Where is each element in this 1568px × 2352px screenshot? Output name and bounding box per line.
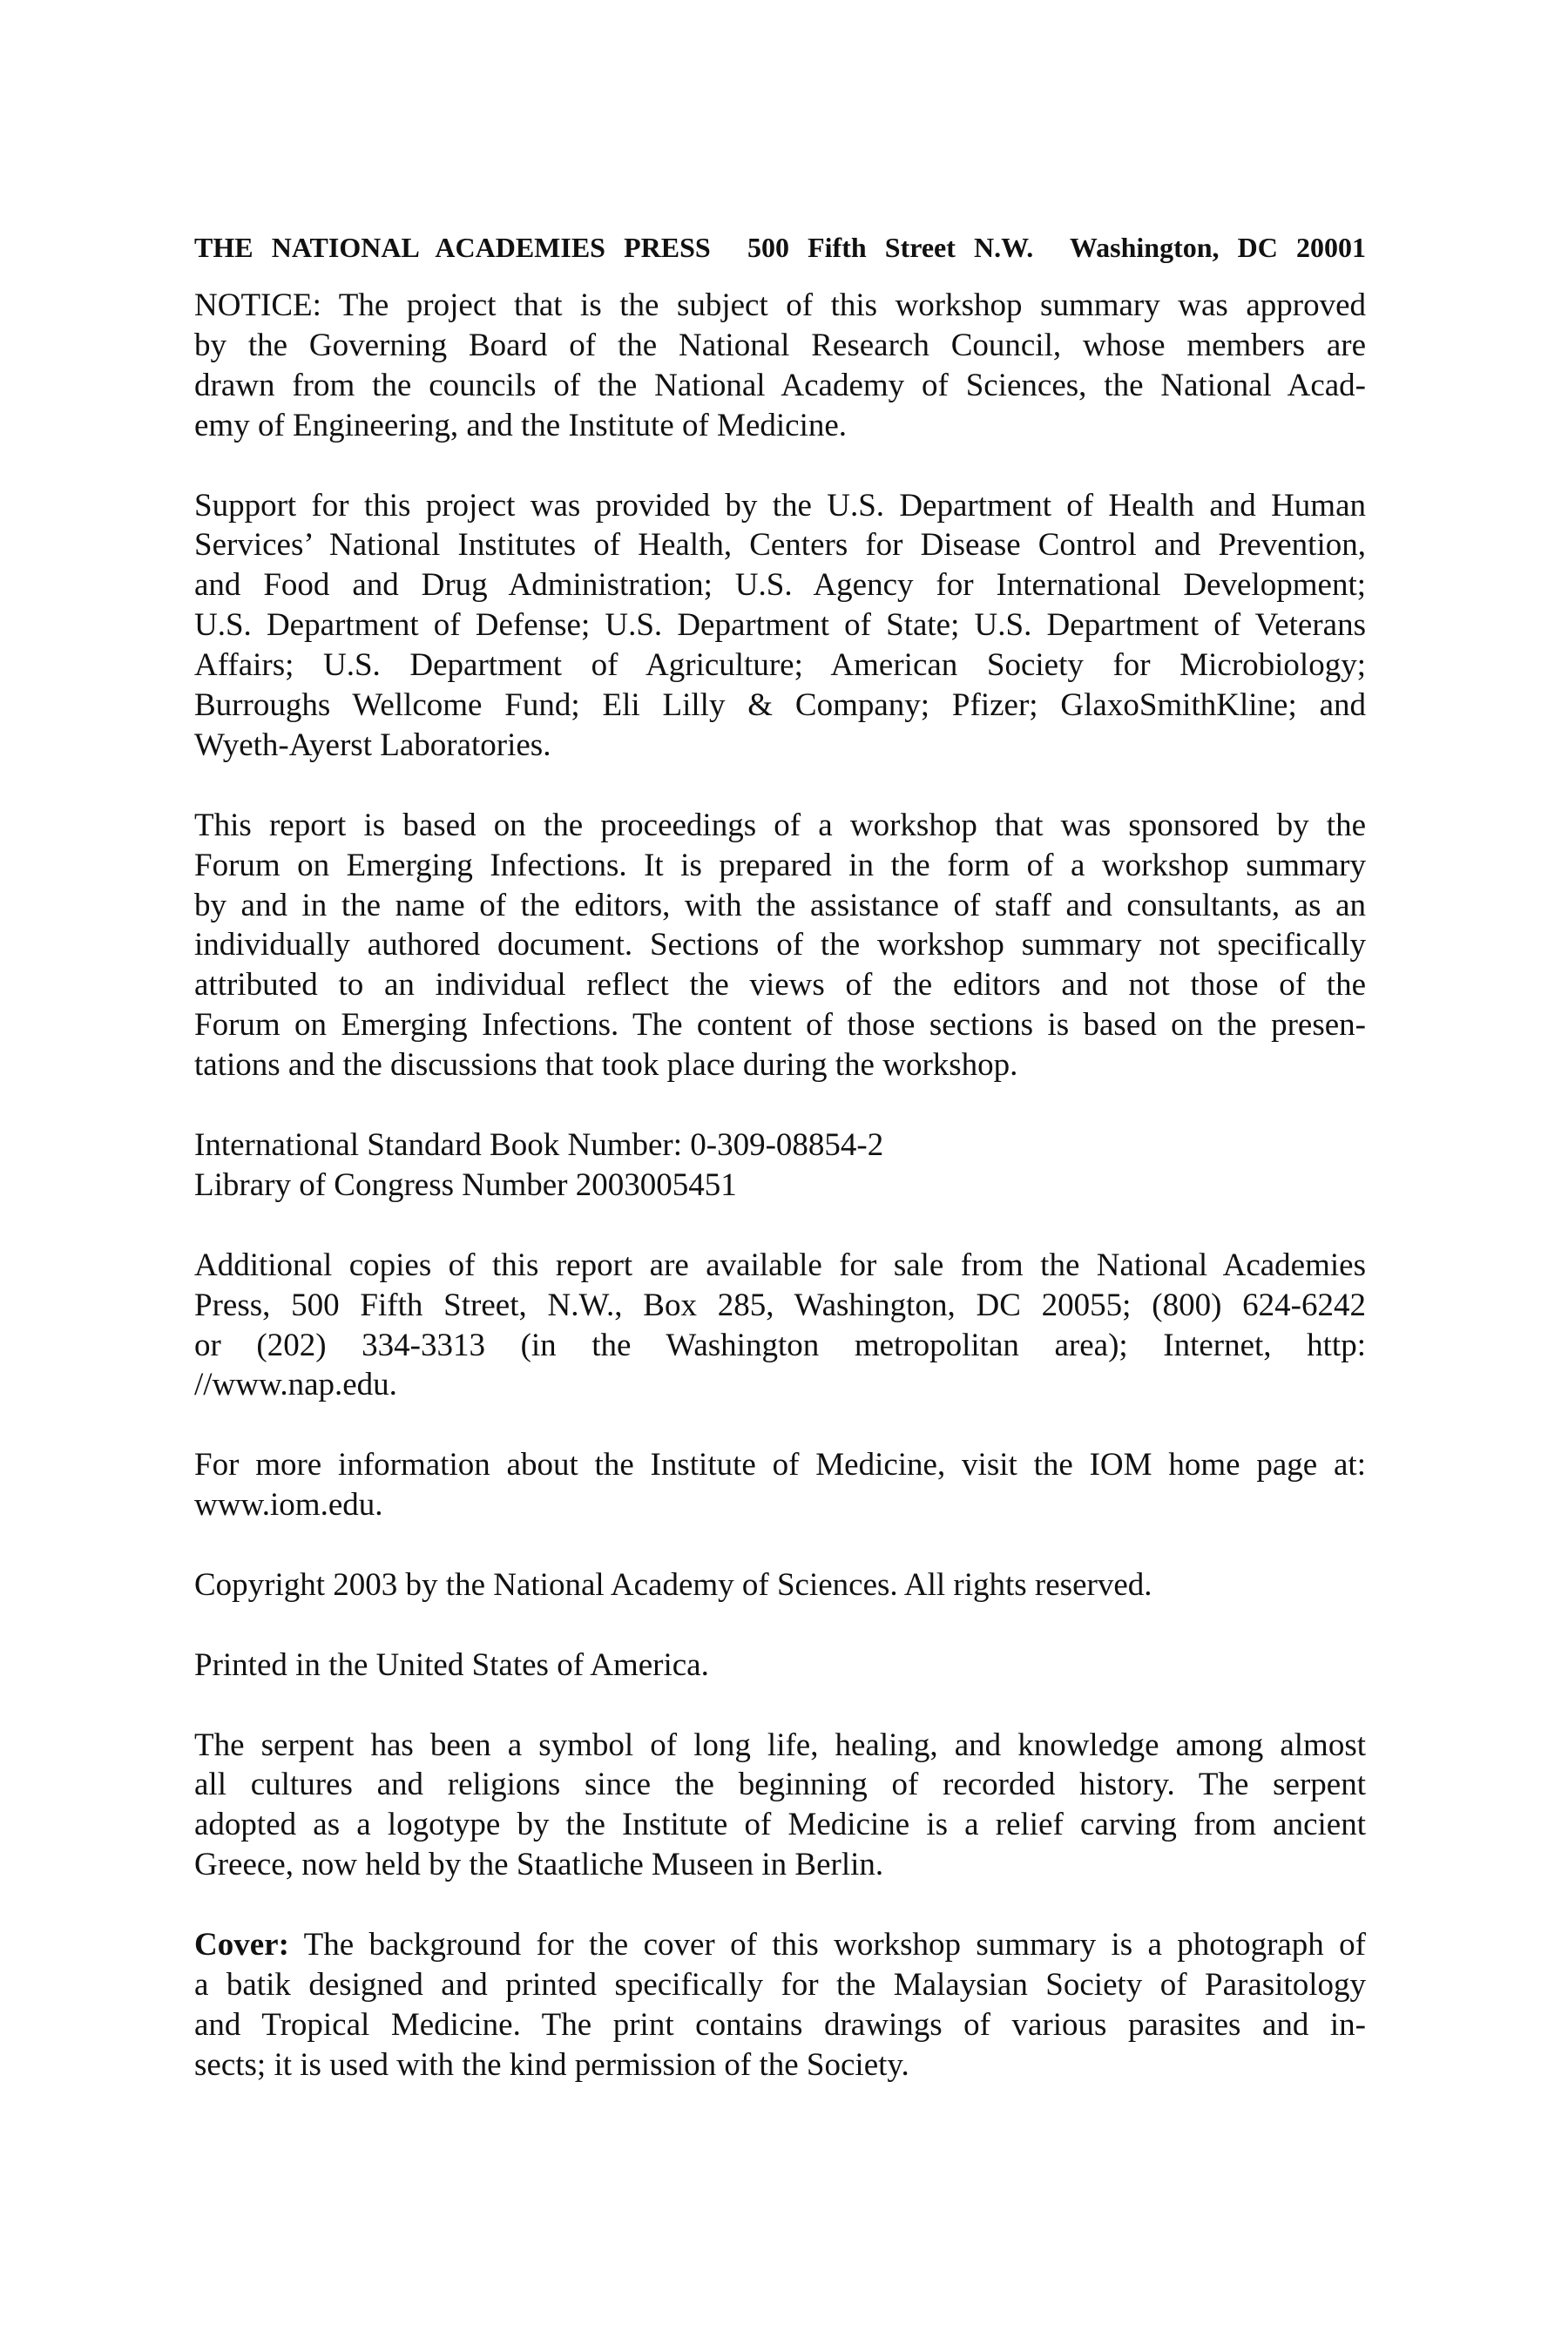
text-line: Press, 500 Fifth Street, N.W., Box 285, Washington, DC 20055; (800) 624-6242 [194,1287,1366,1323]
serpent-paragraph [194,1726,1366,1886]
text-line: Burroughs Wellcome Fund; Eli Lilly & Company; Pfizer; GlaxoSmithKline; and [194,687,1366,724]
iom-paragraph [194,1445,1366,1525]
text-line: This report is based on the proceedings of a workshop that was sponsored by the [194,807,1366,843]
text-line: Services’ National Institutes of Health, Centers for Disease Control and Prevention, [194,527,1366,564]
text-line: The serpent has been a symbol of long life, healing, and knowledge among almost [194,1727,1366,1763]
text-line: emy of Engineering, and the Institute of Medicine. [194,407,848,443]
text-line: all cultures and religions since the beginning of recorded history. The serpent [194,1767,1366,1803]
support-paragraph [194,486,1366,766]
text-line: a batik designed and printed specifically for the Malaysian Society of Parasitology [194,1966,1366,2003]
text-line: by and in the name of the editors, with the assistance of staff and consultants, as an [194,887,1366,923]
printed-line: Printed in the United States of America. [194,1646,709,1683]
text-line: tations and the discussions that took place during the workshop. [194,1047,1018,1084]
publisher-city: Washington, DC 20001 [1069,232,1367,263]
text-line: or (202) 334-3313 (in the Washington metropolitan area); Internet, http: [194,1327,1366,1363]
text-line: Greece, now held by the Staatliche Museen in Berlin. [194,1847,884,1883]
text-line: sects; it is used with the kind permission of the Society. [194,2046,909,2083]
text-line: U.S. Department of Defense; U.S. Department of State; U.S. Department of Veterans [194,607,1366,644]
text-line: Forum on Emerging Infections. The content of those sections is based on the presen- [194,1007,1366,1044]
copies-paragraph [194,1246,1366,1406]
publisher-header [194,230,1366,265]
text-line [194,1925,1366,1965]
publisher-name: THE NATIONAL ACADEMIES PRESS [194,232,711,263]
text-line: NOTICE: The project that is the subject of this workshop summary was approved [194,287,1366,323]
copyright-page-body [194,286,1366,2126]
text-line: attributed to an individual reflect the views of the editors and not those of the [194,967,1366,1004]
text-line: www.iom.edu. [194,1487,383,1524]
text-line: Additional copies of this report are available for sale from the National Academies [194,1247,1366,1283]
text-line: Wyeth-Ayerst Laboratories. [194,727,551,763]
lccn: Library of Congress Number 2003005451 [194,1166,737,1203]
copyright-line: Copyright 2003 by the National Academy of Sciences. All rights reserved. [194,1566,1152,1603]
text-line: individually authored document. Sections of the workshop summary not specifically [194,927,1366,963]
text-line: Support for this project was provided by the U.S. Department of Health and Human [194,487,1366,524]
text-line: Forum on Emerging Infections. It is prepared in the form of a workshop summary [194,847,1366,883]
text-line: For more information about the Institute of Medicine, visit the IOM home page at: [194,1447,1366,1484]
publisher-address: 500 Fifth Street N.W. [747,232,1034,263]
text-line: by the Governing Board of the National Research Council, whose members are [194,327,1366,363]
report-paragraph [194,806,1366,1085]
cover-label: Cover: [194,1927,289,1963]
text-line: and Tropical Medicine. The print contains drawings of various parasites and in- [194,2006,1366,2043]
printed-paragraph [194,1646,1366,1686]
cover-first-line: The background for the cover of this workshop summary is a photograph of [303,1927,1366,1963]
cover-paragraph [194,1925,1366,2085]
copyright-paragraph [194,1565,1366,1605]
text-line: Affairs; U.S. Department of Agriculture; American Society for Microbiology; [194,647,1366,684]
identifiers-paragraph [194,1125,1366,1206]
notice-paragraph [194,286,1366,446]
text-line: drawn from the councils of the National Academy of Sciences, the National Acad- [194,367,1366,403]
text-line: adopted as a logotype by the Institute of Medicine is a relief carving from ancient [194,1807,1366,1843]
isbn: International Standard Book Number: 0-309-08854-2 [194,1126,884,1163]
text-line: //www.nap.edu. [194,1367,397,1403]
text-line: and Food and Drug Administration; U.S. Agency for International Development; [194,567,1366,604]
